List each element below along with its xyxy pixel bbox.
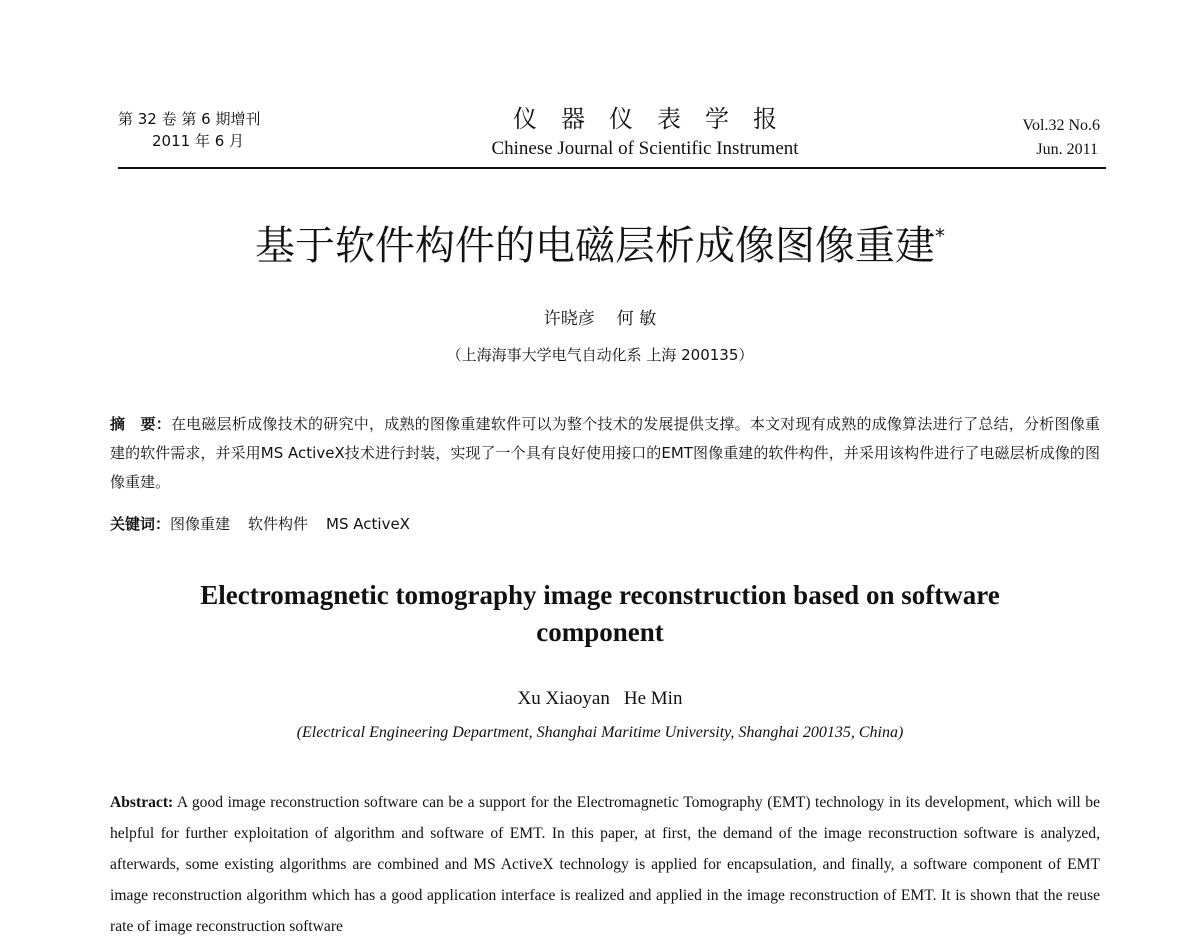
- journal-name: [470, 102, 820, 160]
- paper-title-en: Electromagnetic tomography image reconstruction based on software component: [200, 580, 1000, 647]
- keywords-cn: [110, 511, 1100, 537]
- title-footnote-mark: *: [935, 224, 945, 248]
- journal-name-cn: 仪器仪表学报: [513, 105, 801, 133]
- volume-issue: 第 32 卷 第 6 期增刊: [118, 110, 261, 128]
- issue-date-cn: 2011 年 6 月: [152, 132, 245, 150]
- authors-en: [0, 686, 1200, 712]
- authors-cn: [0, 306, 1200, 332]
- keyword-cn-2: 软件构件: [248, 515, 309, 533]
- affiliation-en: (Electrical Engineering Department, Shanghai Maritime University, Shanghai 200135, China): [296, 724, 904, 741]
- running-header: [118, 105, 1106, 170]
- author-cn-2: 何 敏: [616, 309, 657, 329]
- abstract-text-en: A good image reconstruction software can be a support for the Electromagnetic Tomography (EMT) technology in its development, which will be helpful for further exploitation of algorithm and software of EMT. In this paper, at first, the demand of the image reconstruction software is analyzed, afterwards, some existing algorithms are combined and MS ActiveX technology is applied for encapsulation, and finally, a software component of EMT image reconstruction algorithm which has a good application interface is realized and applied in the image reconstruction of EMT. It is shown that the reuse rate of image reconstruction software: [110, 794, 1100, 935]
- paper-title-cn-text: 基于软件构件的电磁层析成像图像重建: [255, 223, 935, 269]
- abstract-cn: [110, 410, 1100, 497]
- author-en-1: Xu Xiaoyan: [517, 688, 610, 709]
- header-rule: [118, 167, 1106, 169]
- journal-name-en: Chinese Journal of Scientific Instrument: [491, 138, 799, 159]
- affiliation-cn: （上海海事大学电气自动化系 上海 200135）: [446, 346, 754, 364]
- author-cn-1: 许晓彦: [543, 309, 595, 329]
- author-en-2: He Min: [623, 688, 683, 709]
- keyword-cn-3: MS ActiveX: [326, 515, 410, 533]
- abstract-en: [110, 787, 1100, 942]
- issue-info: [118, 108, 260, 152]
- volume-number-en: Vol.32 No.6: [1022, 117, 1100, 134]
- issue-info-en: [1023, 114, 1101, 162]
- abstract-label-cn: 摘 要：: [110, 415, 171, 433]
- keywords-label-cn: 关键词：: [110, 515, 171, 533]
- abstract-text-cn: 在电磁层析成像技术的研究中，成熟的图像重建软件可以为整个技术的发展提供支撑。本文对现有成熟的成像算法进行了总结，分析图像重建的软件需求，并采用MS ActiveX技术进行封装，实现了一个具有良好使用接口的EMT图像重建的软件构件，并采用该构件进行了电磁层析成像的图像重建。: [110, 415, 1100, 491]
- abstract-label-en: Abstract:: [110, 794, 174, 811]
- issue-date-en: Jun. 2011: [1036, 141, 1098, 158]
- keyword-cn-1: 图像重建: [170, 515, 231, 533]
- paper-title-cn: [0, 208, 1200, 274]
